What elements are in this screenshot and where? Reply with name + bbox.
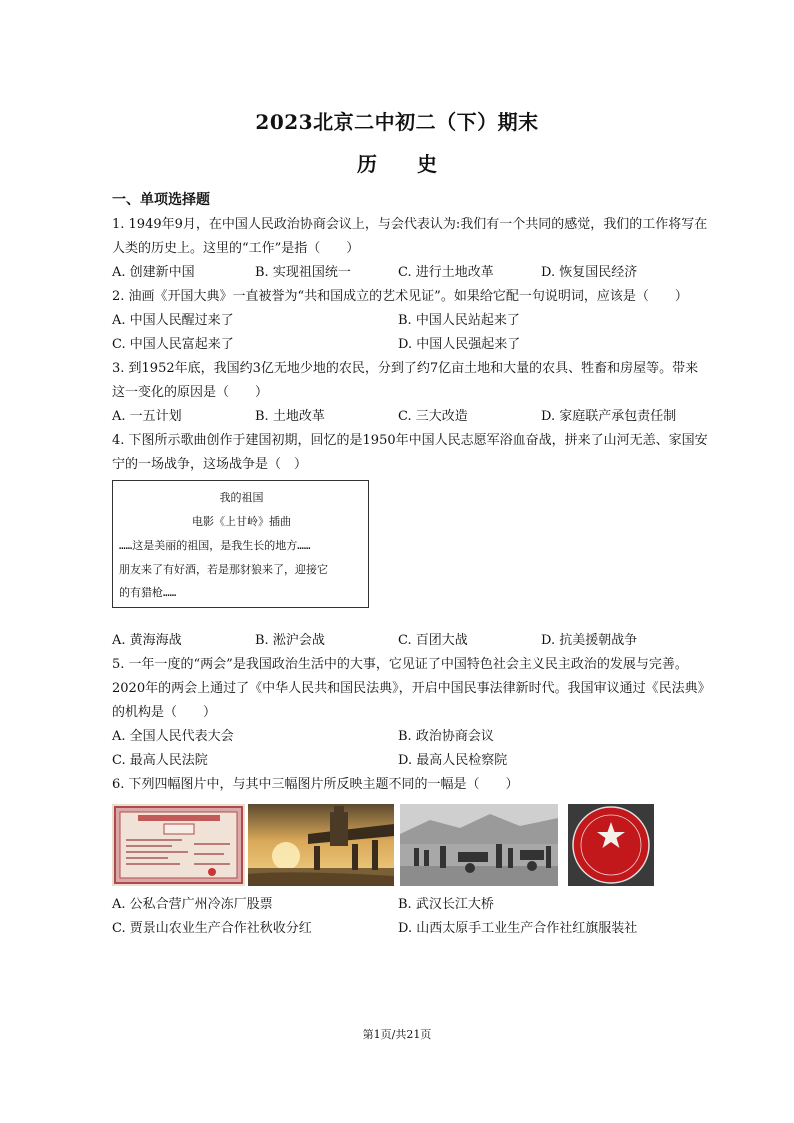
question-1-option-b: B. 实现祖国统一 bbox=[255, 265, 351, 280]
question-5-option-b: B. 政治协商会议 bbox=[398, 729, 494, 744]
song-subtitle: 电影《上甘岭》插曲 bbox=[192, 515, 291, 528]
question-1-option-a: A. 创建新中国 bbox=[112, 265, 195, 280]
song-lyric-line: 朋友来了有好酒，若是那豺狼来了，迎接它 bbox=[119, 563, 328, 576]
song-lyrics-box bbox=[112, 480, 369, 608]
question-2-option-c: C. 中国人民富起来了 bbox=[112, 337, 234, 352]
question-2-option-a: A. 中国人民醒过来了 bbox=[112, 313, 234, 328]
question-1-option-d: D. 恢复国民经济 bbox=[541, 265, 638, 280]
question-5-line-2: 2020年的两会上通过了《中华人民共和国民法典》，开启中国民事法律新时代。我国审议通过《民法典》 bbox=[112, 681, 711, 696]
question-1-option-c: C. 进行土地改革 bbox=[398, 265, 494, 280]
question-2-option-d: D. 中国人民强起来了 bbox=[398, 337, 521, 352]
page-footer: 第1页/共21页 bbox=[362, 1028, 432, 1041]
song-title: 我的祖国 bbox=[219, 491, 264, 504]
question-2-option-b: B. 中国人民站起来了 bbox=[398, 313, 520, 328]
question-6-line-1: 6. 下列四幅图片中，与其中三幅图片所反映主题不同的一幅是（ ） bbox=[112, 777, 519, 792]
question-5-option-c: C. 最高人民法院 bbox=[112, 753, 208, 768]
red-flag-badge-image bbox=[568, 804, 654, 886]
wuhan-bridge-image bbox=[248, 804, 394, 886]
question-2-line-1: 2. 油画《开国大典》一直被誉为“共和国成立的艺术见证”。如果给它配一句说明词，应该是（ ） bbox=[112, 289, 688, 304]
question-3-line-2: 这一变化的原因是（ ） bbox=[112, 385, 269, 400]
question-6-option-c: C. 贾景山农业生产合作社秋收分红 bbox=[112, 921, 312, 936]
harvest-dividend-image bbox=[400, 804, 558, 886]
question-5-line-3: 的机构是（ ） bbox=[112, 705, 217, 720]
question-6-option-a: A. 公私合营广州冷冻厂股票 bbox=[112, 897, 273, 912]
question-1-line-1: 1. 1949年9月，在中国人民政治协商会议上，与会代表认为:我们有一个共同的感觉，我们的工作将写在 bbox=[112, 217, 708, 232]
question-3-option-d: D. 家庭联产承包责任制 bbox=[541, 409, 677, 424]
subject-title: 历 史 bbox=[357, 152, 437, 176]
question-5-option-a: A. 全国人民代表大会 bbox=[112, 729, 234, 744]
section-heading: 一、单项选择题 bbox=[112, 192, 210, 208]
question-4-option-c: C. 百团大战 bbox=[398, 633, 468, 648]
question-4-option-d: D. 抗美援朝战争 bbox=[541, 633, 638, 648]
question-4-line-1: 4. 下图所示歌曲创作于建国初期，回忆的是1950年中国人民志愿军浴血奋战，拼来了山河无恙、家国安 bbox=[112, 433, 708, 448]
song-lyric-line: 的有猎枪…… bbox=[119, 586, 177, 599]
page-title: 2023北京二中初二（下）期末 bbox=[255, 110, 539, 134]
question-1-line-2: 人类的历史上。这里的“工作”是指（ ） bbox=[112, 241, 360, 256]
question-5-line-1: 5. 一年一度的“两会”是我国政治生活中的大事，它见证了中国特色社会主义民主政治的发展与完善。 bbox=[112, 657, 688, 672]
question-4-option-a: A. 黄海海战 bbox=[112, 633, 182, 648]
song-lyric-line: ……这是美丽的祖国，是我生长的地方…… bbox=[119, 539, 311, 552]
question-6-option-b: B. 武汉长江大桥 bbox=[398, 897, 494, 912]
question-4-option-b: B. 淞沪会战 bbox=[255, 633, 325, 648]
question-3-line-1: 3. 到1952年底，我国约3亿无地少地的农民，分到了约7亿亩土地和大量的农具、牲畜和房屋等。带来 bbox=[112, 361, 699, 376]
question-5-option-d: D. 最高人民检察院 bbox=[398, 753, 508, 768]
question-3-option-c: C. 三大改造 bbox=[398, 409, 468, 424]
question-4-line-2: 宁的一场战争，这场战争是（ ） bbox=[112, 457, 308, 472]
question-3-option-a: A. 一五计划 bbox=[112, 409, 182, 424]
question-3-option-b: B. 土地改革 bbox=[255, 409, 325, 424]
stock-certificate-image bbox=[112, 804, 245, 886]
question-6-option-d: D. 山西太原手工业生产合作社红旗服装社 bbox=[398, 921, 638, 936]
